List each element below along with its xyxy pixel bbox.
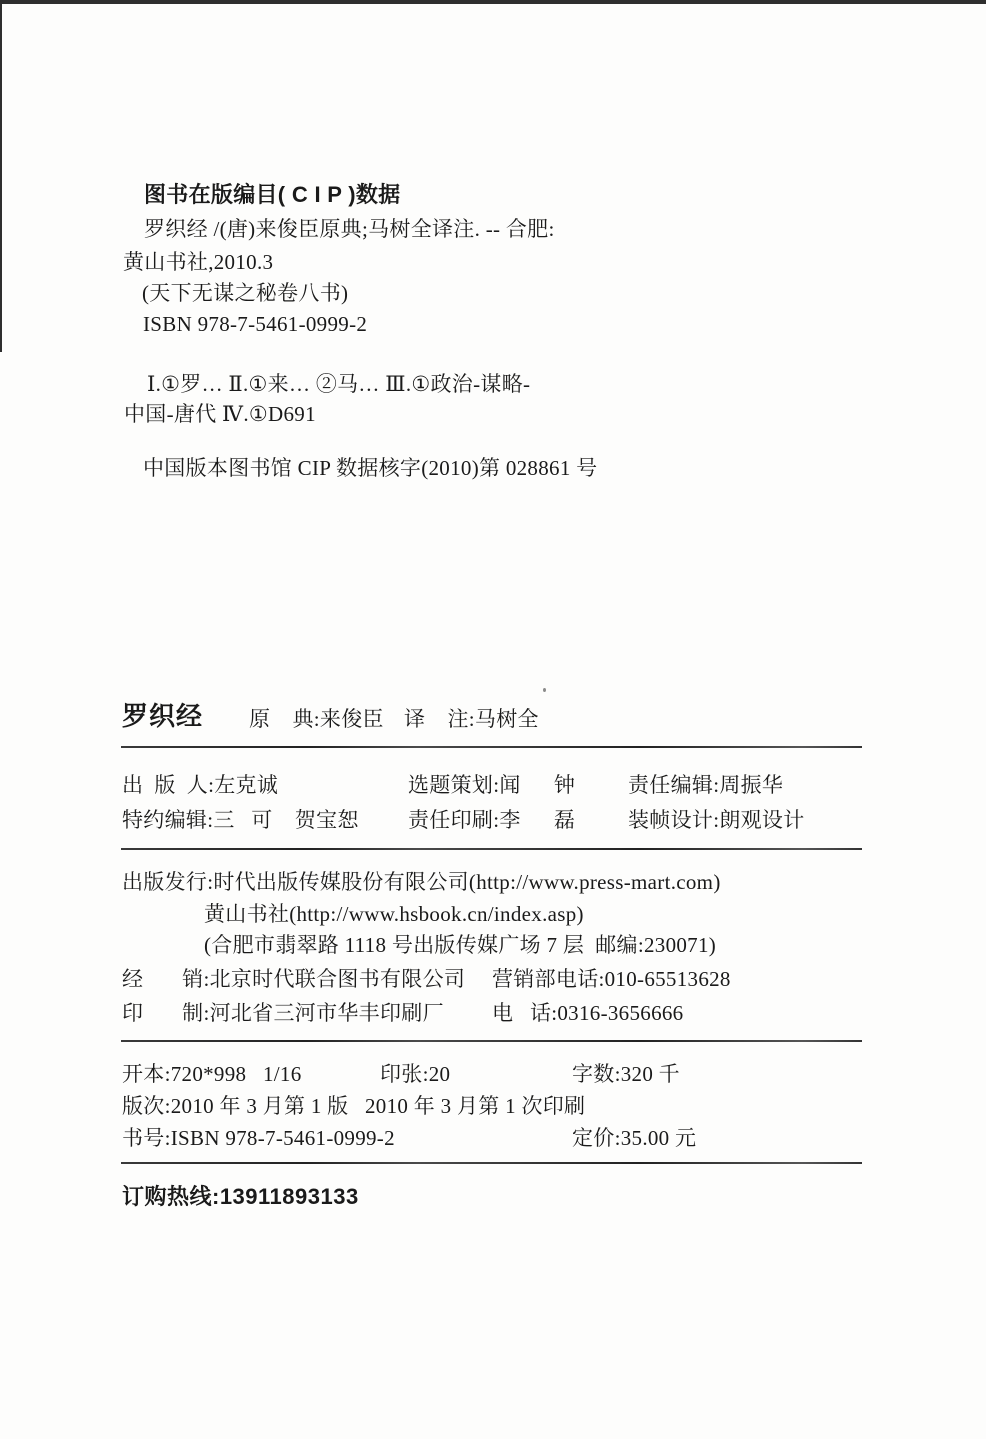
spec-price: 定价:35.00 元: [572, 1126, 697, 1150]
distributor: 经 销:北京时代联合图书有限公司: [122, 967, 466, 991]
publisher-distribution-line: 出版发行:时代出版传媒股份有限公司(http://www.press-mart.com): [122, 870, 721, 894]
publisher-address-line: (合肥市翡翠路 1118 号出版传媒广场 7 层 邮编:230071): [204, 933, 717, 957]
divider-line: [121, 746, 862, 748]
divider-line: [121, 1040, 862, 1042]
cip-registry-number: 中国版本图书馆 CIP 数据核字(2010)第 028861 号: [143, 456, 598, 480]
publisher-imprint-line: 黄山书社(http://www.hsbook.cn/index.asp): [204, 902, 584, 926]
translator: 译 注:马树全: [404, 707, 539, 731]
spec-format: 开本:720*998 1/16: [122, 1062, 302, 1086]
book-title: 罗织经: [122, 701, 204, 731]
divider-line: [121, 848, 862, 850]
sales-phone: 营销部电话:010-65513628: [492, 967, 731, 991]
cip-record-line: 黄山书社,2010.3: [123, 250, 274, 274]
spec-sheets: 印张:20: [380, 1062, 451, 1086]
order-hotline: 订购热线:13911893133: [122, 1184, 359, 1209]
planning-editor: 选题策划:闻 钟: [408, 773, 576, 797]
cip-classification-line: 中国-唐代 Ⅳ.①D691: [124, 402, 316, 426]
printer: 印 制:河北省三河市华丰印刷厂: [122, 1001, 444, 1025]
spec-edition: 版次:2010 年 3 月第 1 版: [122, 1094, 349, 1118]
scan-speck: [543, 688, 546, 692]
contract-editor: 特约编辑:三 可 贺宝恕: [122, 808, 359, 832]
cip-record-line: 罗织经 /(唐)来俊臣原典;马树全译注. -- 合肥:: [144, 217, 555, 241]
scan-edge-left: [0, 0, 2, 352]
spec-word-count: 字数:320 千: [572, 1062, 680, 1086]
printer-phone: 电 话:0316-3656666: [492, 1001, 684, 1025]
design-credit: 装帧设计:朗观设计: [628, 808, 805, 832]
divider-line: [121, 1162, 862, 1164]
publisher-person: 出 版 人:左克诚: [122, 773, 279, 797]
original-author: 原 典:来俊臣: [249, 707, 384, 731]
spec-isbn: 书号:ISBN 978-7-5461-0999-2: [122, 1126, 395, 1150]
spec-impression: 2010 年 3 月第 1 次印刷: [365, 1094, 586, 1118]
responsible-editor: 责任编辑:周振华: [628, 773, 784, 797]
scan-edge-top: [0, 0, 986, 4]
cip-classification-line: Ⅰ.①罗… Ⅱ.①来… ②马… Ⅲ.①政治-谋略-: [147, 372, 531, 396]
cip-record-line: (天下无谋之秘卷八书): [142, 281, 349, 305]
cip-heading: 图书在版编目( C I P )数据: [144, 182, 401, 207]
print-supervisor: 责任印刷:李 磊: [408, 808, 576, 832]
cip-isbn-line: ISBN 978-7-5461-0999-2: [143, 312, 368, 336]
